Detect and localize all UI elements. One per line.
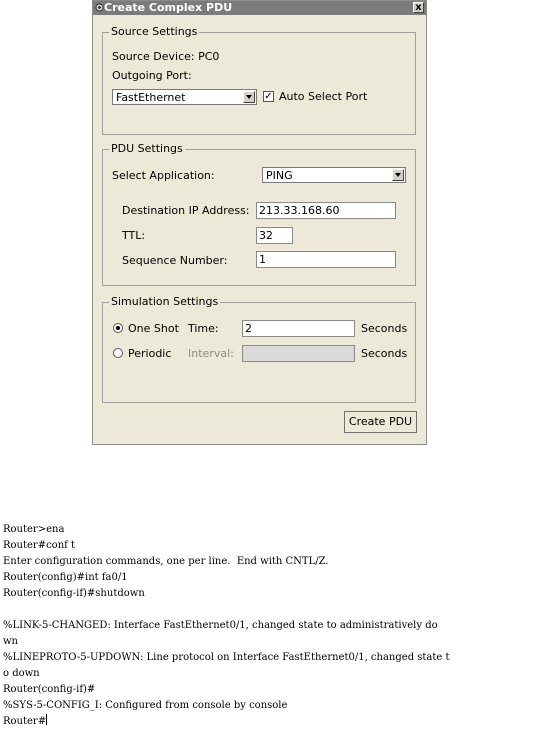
destination-ip-input[interactable] xyxy=(256,202,396,219)
title-bar[interactable] xyxy=(93,1,426,15)
create-complex-pdu-dialog xyxy=(92,0,427,445)
packet-tracer-icon xyxy=(95,3,104,12)
outgoing-port-value: FastEthernet xyxy=(116,91,186,104)
source-settings-group xyxy=(102,25,416,135)
router-console-output xyxy=(3,522,555,730)
periodic-label: Periodic xyxy=(128,347,172,360)
console-line xyxy=(3,602,555,618)
console-prompt: Router# xyxy=(3,716,47,727)
create-pdu-button[interactable]: Create PDU xyxy=(344,411,417,433)
close-button[interactable] xyxy=(413,2,424,13)
interval-label: Interval: xyxy=(188,347,234,360)
console-line: o down xyxy=(3,668,40,679)
interval-input xyxy=(242,345,355,362)
outgoing-port-label: Outgoing Port: xyxy=(112,69,192,82)
seconds-label-one-shot: Seconds xyxy=(361,322,408,335)
ttl-input[interactable] xyxy=(256,227,293,244)
console-line: wn xyxy=(3,636,18,647)
destination-ip-label: Destination IP Address: xyxy=(122,204,250,217)
chevron-down-icon[interactable] xyxy=(243,91,255,103)
application-value: PING xyxy=(266,169,293,182)
ttl-label: TTL: xyxy=(122,229,146,242)
console-line: %SYS-5-CONFIG_I: Configured from console by console xyxy=(3,700,288,711)
time-label: Time: xyxy=(188,322,219,335)
window-title: Create Complex PDU xyxy=(104,1,233,14)
source-device-label: Source Device: PC0 xyxy=(112,50,220,63)
console-line: %LINK-5-CHANGED: Interface FastEthernet0/1, changed state to administratively do xyxy=(3,620,438,631)
auto-select-port-checkbox[interactable]: ✓ xyxy=(264,91,273,102)
console-line: Enter configuration commands, one per line. End with CNTL/Z. xyxy=(3,556,329,567)
auto-select-port-label: Auto Select Port xyxy=(279,90,368,103)
console-line: Router(config-if)#shutdown xyxy=(3,588,145,599)
application-select[interactable] xyxy=(262,167,406,183)
source-settings-legend: Source Settings xyxy=(111,25,198,38)
seconds-label-periodic: Seconds xyxy=(361,347,408,360)
outgoing-port-select[interactable] xyxy=(112,89,257,105)
console-line: Router(config)#int fa0/1 xyxy=(3,572,128,583)
simulation-settings-legend: Simulation Settings xyxy=(111,295,219,308)
select-application-label: Select Application: xyxy=(112,169,215,182)
console-line: Router#conf t xyxy=(3,540,76,551)
pdu-settings-legend: PDU Settings xyxy=(111,142,183,155)
console-line: Router(config-if)# xyxy=(3,684,96,695)
console-line: %LINEPROTO-5-UPDOWN: Line protocol on Interface FastEthernet0/1, changed state t xyxy=(3,652,450,663)
text-cursor xyxy=(46,714,47,725)
sequence-number-input[interactable] xyxy=(256,251,396,268)
pdu-settings-group xyxy=(102,142,416,286)
one-shot-radio[interactable] xyxy=(113,323,123,333)
console-prompt-line[interactable] xyxy=(3,714,555,730)
close-icon: x xyxy=(415,2,422,13)
time-input[interactable] xyxy=(242,320,355,337)
periodic-radio[interactable] xyxy=(113,348,123,358)
simulation-settings-group xyxy=(102,295,416,403)
one-shot-label: One Shot xyxy=(128,322,179,335)
console-line: Router>ena xyxy=(3,524,65,535)
chevron-down-icon[interactable] xyxy=(392,169,404,181)
sequence-number-label: Sequence Number: xyxy=(122,254,228,267)
